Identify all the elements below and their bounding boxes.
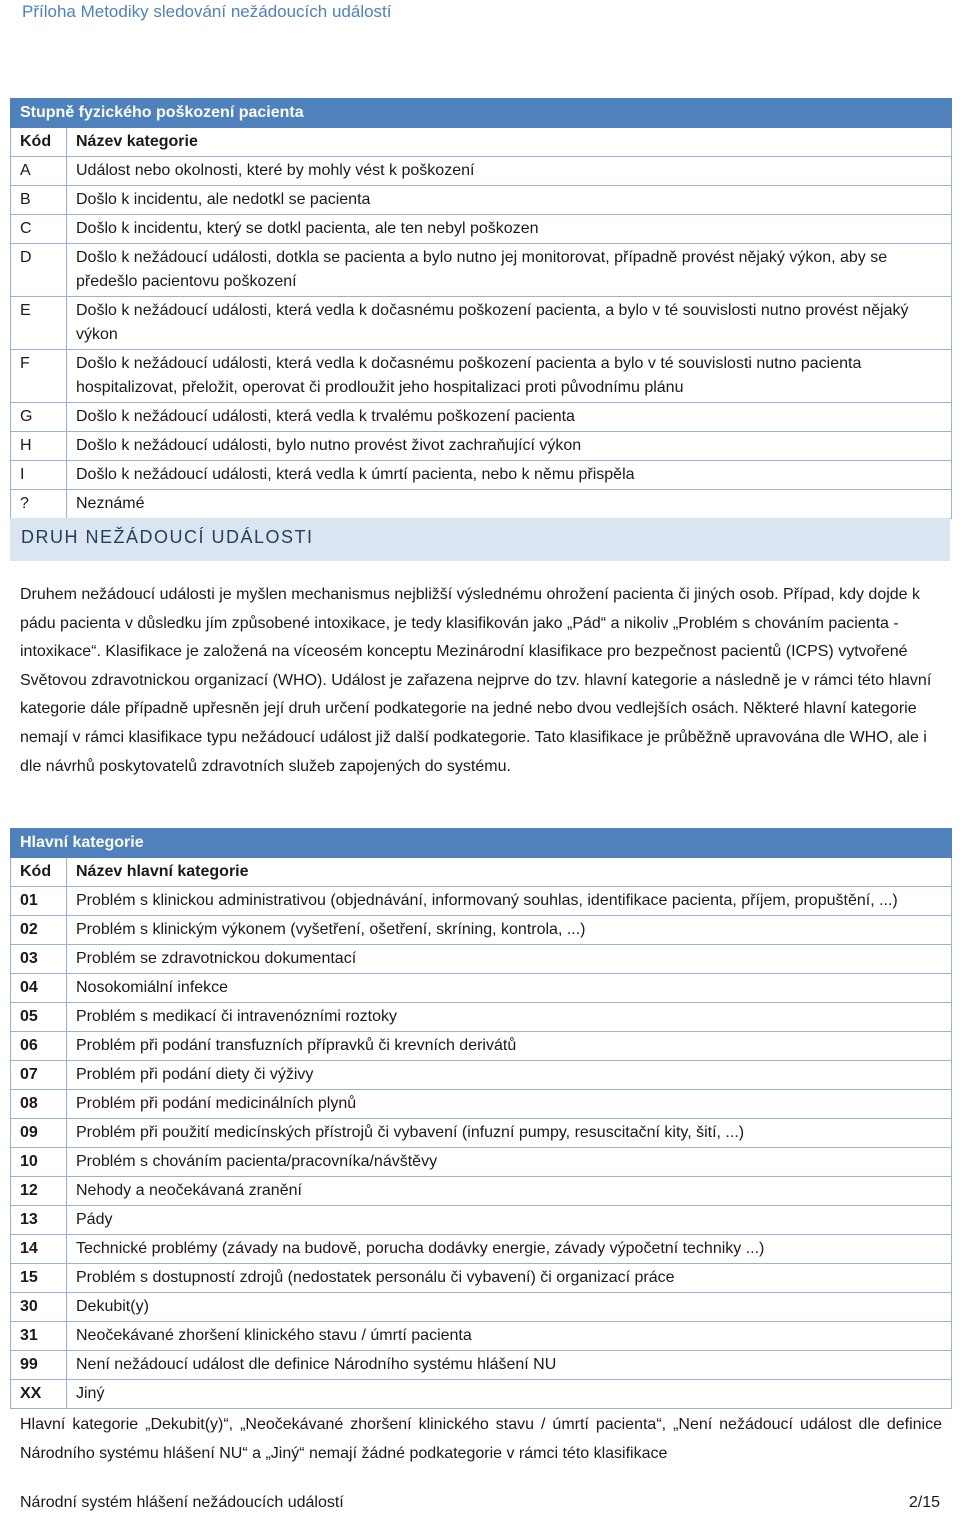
- row-name: Došlo k incidentu, ale nedotkl se pacienta: [67, 186, 952, 215]
- row-code: 30: [11, 1293, 67, 1322]
- table-row: [11, 1206, 952, 1235]
- row-name: Dekubit(y): [67, 1293, 952, 1322]
- row-name: Problém při podání medicinálních plynů: [67, 1090, 952, 1119]
- row-name: Došlo k nežádoucí události, která vedla k trvalému poškození pacienta: [67, 403, 952, 432]
- row-name: Problém se zdravotnickou dokumentací: [67, 945, 952, 974]
- severity-table: [10, 98, 952, 519]
- row-name: Problém s chováním pacienta/pracovníka/návštěvy: [67, 1148, 952, 1177]
- row-code: 14: [11, 1235, 67, 1264]
- row-code: 99: [11, 1351, 67, 1380]
- table-row: [11, 461, 952, 490]
- table-row: [11, 1177, 952, 1206]
- row-name: Nehody a neočekávaná zranění: [67, 1177, 952, 1206]
- table-row: [11, 1322, 952, 1351]
- row-code: 08: [11, 1090, 67, 1119]
- page-number: 2/15: [908, 1494, 940, 1511]
- row-name: Neočekávané zhoršení klinického stavu / úmrtí pacienta: [67, 1322, 952, 1351]
- table-row: [11, 186, 952, 215]
- table-row: [11, 887, 952, 916]
- table-row: [11, 1003, 952, 1032]
- table-row: [11, 1235, 952, 1264]
- row-code: F: [11, 350, 67, 403]
- table-header-row: [11, 858, 952, 887]
- row-name: Došlo k nežádoucí události, která vedla k dočasnému poškození pacienta a bylo v té souvislosti nutno pacienta hospitalizovat, přeložit, operovat či prodloužit jeho hospitalizaci proti původnímu plánu: [67, 350, 952, 403]
- table-row: [11, 916, 952, 945]
- row-code: 12: [11, 1177, 67, 1206]
- row-code: A: [11, 157, 67, 186]
- table-title-row: [11, 829, 952, 858]
- row-code: I: [11, 461, 67, 490]
- table-row: [11, 1090, 952, 1119]
- table-row: [11, 1032, 952, 1061]
- row-name: Problém při podání transfuzních přípravků či krevních derivátů: [67, 1032, 952, 1061]
- row-code: ?: [11, 490, 67, 519]
- column-header-name: Název hlavní kategorie: [67, 858, 952, 887]
- table-row: [11, 1148, 952, 1177]
- row-name: Jiný: [67, 1380, 952, 1409]
- row-name: Problém s klinickým výkonem (vyšetření, ošetření, skríning, kontrola, ...): [67, 916, 952, 945]
- table-row: [11, 432, 952, 461]
- row-code: 31: [11, 1322, 67, 1351]
- row-code: B: [11, 186, 67, 215]
- table-row: [11, 297, 952, 350]
- row-name: Došlo k nežádoucí události, dotkla se pacienta a bylo nutno jej monitorovat, případně provést nějaký výkon, aby se předešlo pacientovu poškození: [67, 244, 952, 297]
- row-name: Došlo k nežádoucí události, bylo nutno provést život zachraňující výkon: [67, 432, 952, 461]
- row-name: Problém s dostupností zdrojů (nedostatek personálu či vybavení) či organizací práce: [67, 1264, 952, 1293]
- row-code: 15: [11, 1264, 67, 1293]
- row-name: Došlo k nežádoucí události, která vedla k dočasnému poškození pacienta, a bylo v té souvislosti nutno provést nějaký výkon: [67, 297, 952, 350]
- row-code: D: [11, 244, 67, 297]
- row-code: 02: [11, 916, 67, 945]
- row-name: Problém s medikací či intravenózními roztoky: [67, 1003, 952, 1032]
- table-header-row: [11, 128, 952, 157]
- table-row: [11, 1061, 952, 1090]
- table-row: [11, 1293, 952, 1322]
- table-row: [11, 974, 952, 1003]
- row-code: E: [11, 297, 67, 350]
- footer-title: Národní systém hlášení nežádoucích událostí: [20, 1494, 344, 1511]
- row-name: Problém s klinickou administrativou (objednávání, informovaný souhlas, identifikace pacienta, příjem, propuštění, ...): [67, 887, 952, 916]
- row-name: Není nežádoucí událost dle definice Národního systému hlášení NU: [67, 1351, 952, 1380]
- table-row: [11, 215, 952, 244]
- table-row: [11, 244, 952, 297]
- column-header-code: Kód: [11, 858, 67, 887]
- row-code: 03: [11, 945, 67, 974]
- table-row: [11, 1380, 952, 1409]
- row-name: Došlo k incidentu, který se dotkl pacienta, ale ten nebyl poškozen: [67, 215, 952, 244]
- table-title-row: [11, 99, 952, 128]
- table-row: [11, 1264, 952, 1293]
- severity-table-title: Stupně fyzického poškození pacienta: [11, 99, 952, 128]
- row-name: Nosokomiální infekce: [67, 974, 952, 1003]
- table-row: [11, 157, 952, 186]
- row-code: G: [11, 403, 67, 432]
- row-name: Technické problémy (závady na budově, porucha dodávky energie, závady výpočetní techniky ...): [67, 1235, 952, 1264]
- column-header-code: Kód: [11, 128, 67, 157]
- row-code: H: [11, 432, 67, 461]
- row-code: XX: [11, 1380, 67, 1409]
- row-name: Došlo k nežádoucí události, která vedla k úmrtí pacienta, nebo k němu přispěla: [67, 461, 952, 490]
- row-code: 07: [11, 1061, 67, 1090]
- table-row: [11, 1119, 952, 1148]
- row-code: C: [11, 215, 67, 244]
- row-code: 06: [11, 1032, 67, 1061]
- row-code: 04: [11, 974, 67, 1003]
- row-name: Problém při použití medicínských přístrojů či vybavení (infuzní pumpy, resuscitační kity, šití, ...): [67, 1119, 952, 1148]
- row-name: Událost nebo okolnosti, které by mohly vést k poškození: [67, 157, 952, 186]
- table-row: [11, 350, 952, 403]
- bottom-note: Hlavní kategorie „Dekubit(y)“, „Neočekávané zhoršení klinického stavu / úmrtí pacienta“, „Není nežádoucí událost dle definice Národního systému hlášení NU“ a „Jiný“ nemají žádné podkategorie v rámci této klasifikace: [20, 1416, 942, 1462]
- section-heading: DRUH NEŽÁDOUCÍ UDÁLOSTI: [10, 518, 950, 561]
- row-code: 01: [11, 887, 67, 916]
- row-code: 13: [11, 1206, 67, 1235]
- table-row: [11, 1351, 952, 1380]
- page-header-title: Příloha Metodiky sledování nežádoucích událostí: [22, 2, 392, 21]
- row-code: 10: [11, 1148, 67, 1177]
- row-name: Neznámé: [67, 490, 952, 519]
- row-name: Problém při podání diety či výživy: [67, 1061, 952, 1090]
- row-code: 09: [11, 1119, 67, 1148]
- table-row: [11, 490, 952, 519]
- main-table-title: Hlavní kategorie: [11, 829, 952, 858]
- main-categories-table: [10, 828, 952, 1409]
- row-name: Pády: [67, 1206, 952, 1235]
- column-header-name: Název kategorie: [67, 128, 952, 157]
- section-paragraph: Druhem nežádoucí události je myšlen mechanismus nejbližší výslednému ohrožení pacienta či jiných osob. Případ, kdy dojde k pádu pacienta v důsledku jím způsobené intoxikace, je tedy klasifikován jako „Pád“ a nikoliv „Problém s chováním pacienta - intoxikace“. Klasifikace je založená na víceosém konceptu Mezinárodní klasifikace pro bezpečnost pacientů (ICPS) vytvořené Světovou zdravotnickou organizací (WHO). Událost je zařazena nejprve do tzv. hlavní kategorie a následně je v rámci této hlavní kategorie dále případně upřesněn její druh určení podkategorie na jedné nebo dvou vedlejších osách. Některé hlavní kategorie nemají v rámci klasifikace typu nežádoucí událost již další podkategorie. Tato klasifikace je průběžně upravována dle WHO, ale i dle návrhů poskytovatelů zdravotních služeb zapojených do systému.: [20, 586, 932, 775]
- row-code: 05: [11, 1003, 67, 1032]
- table-row: [11, 403, 952, 432]
- table-row: [11, 945, 952, 974]
